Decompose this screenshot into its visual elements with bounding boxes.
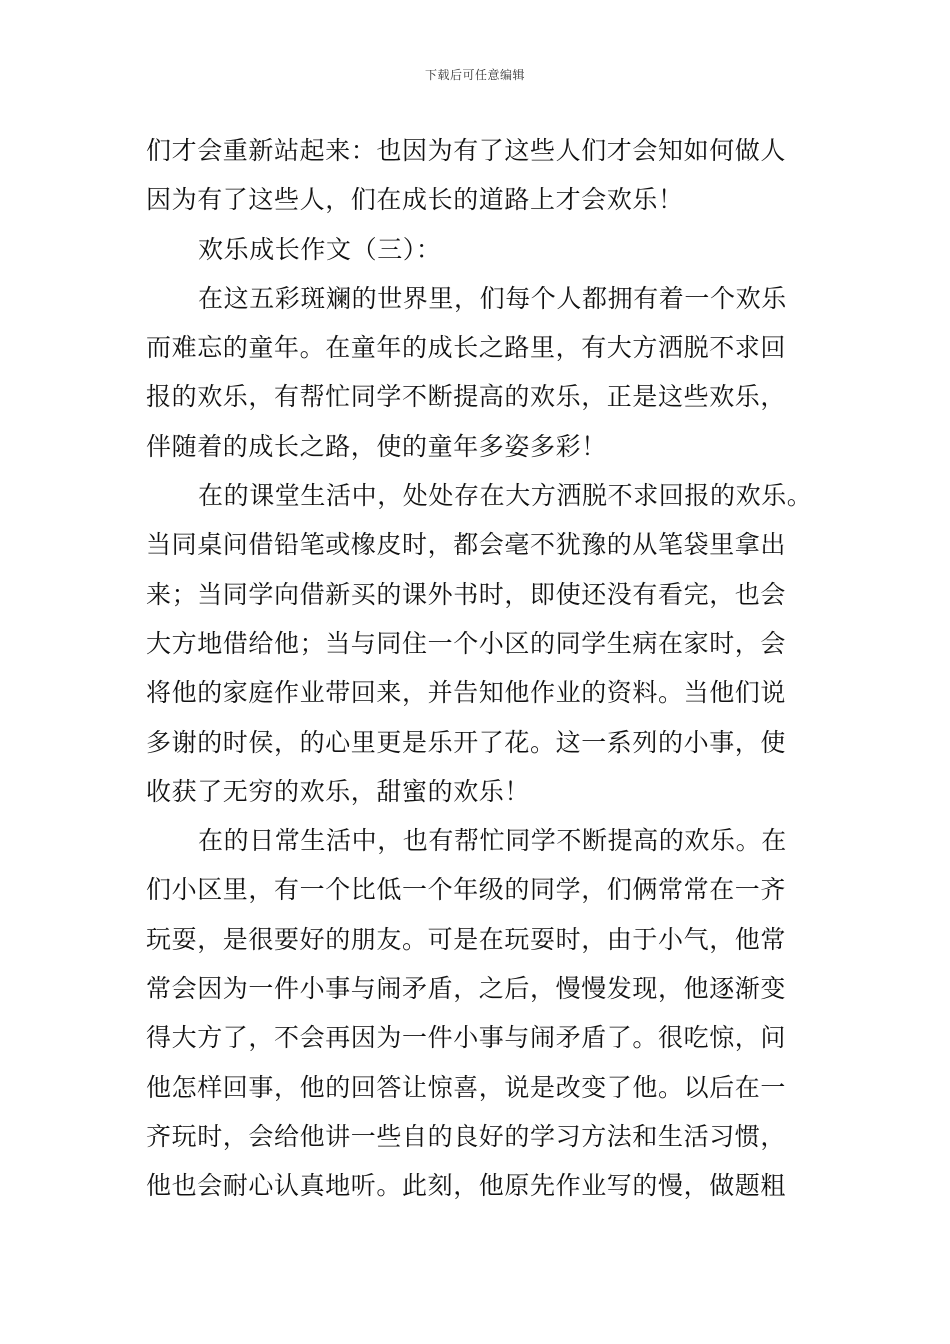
text-line: 当同桌问借铅笔或橡皮时，都会毫不犹豫的从笔袋里拿出 xyxy=(146,530,787,560)
text-line: 而难忘的童年。在童年的成长之路里，有大方洒脱不求回 xyxy=(146,333,787,363)
text-line: 在的日常生活中，也有帮忙同学不断提高的欢乐。在 xyxy=(198,826,787,856)
text-line: 伴随着的成长之路，使的童年多姿多彩！ xyxy=(146,431,607,461)
text-line: 们小区里，有一个比低一个年级的同学，们俩常常在一齐 xyxy=(146,875,787,905)
text-line: 将他的家庭作业带回来，并告知他作业的资料。当他们说 xyxy=(146,678,787,708)
text-line: 常会因为一件小事与闹矛盾，之后，慢慢发现，他逐渐变 xyxy=(146,974,787,1004)
text-line: 大方地借给他；当与同住一个小区的同学生病在家时，会 xyxy=(146,628,787,658)
text-line: 来；当同学向借新买的课外书时，即使还没有看完，也会 xyxy=(146,579,787,609)
document-body xyxy=(146,126,826,1211)
text-line: 他也会耐心认真地听。此刻，他原先作业写的慢，做题粗 xyxy=(146,1171,787,1201)
text-line: 报的欢乐，有帮忙同学不断提高的欢乐，正是这些欢乐， xyxy=(146,382,787,412)
text-line: 齐玩时，会给他讲一些自的良好的学习方法和生活习惯， xyxy=(146,1121,787,1151)
page-header: 下载后可任意编辑 xyxy=(424,68,525,82)
text-line: 玩耍，是很要好的朋友。可是在玩耍时，由于小气，他常 xyxy=(146,924,787,954)
text-line: 多谢的时侯，的心里更是乐开了花。这一系列的小事，使 xyxy=(146,727,787,757)
text-line: 们才会重新站起来：也因为有了这些人们才会知如何做人 xyxy=(146,136,787,165)
text-line: 因为有了这些人，们在成长的道路上才会欢乐！ xyxy=(146,185,684,215)
text-line: 在的课堂生活中，处处存在大方洒脱不求回报的欢乐。 xyxy=(198,481,813,511)
text-line: 收获了无穷的欢乐，甜蜜的欢乐！ xyxy=(146,776,531,806)
section-heading: 欢乐成长作文（三）： xyxy=(198,234,442,264)
text-line: 在这五彩斑斓的世界里，们每个人都拥有着一个欢乐 xyxy=(198,283,787,313)
text-line: 他怎样回事，他的回答让惊喜，说是改变了他。以后在一 xyxy=(146,1072,787,1102)
text-line: 得大方了，不会再因为一件小事与闹矛盾了。很吃惊，问 xyxy=(146,1023,787,1053)
